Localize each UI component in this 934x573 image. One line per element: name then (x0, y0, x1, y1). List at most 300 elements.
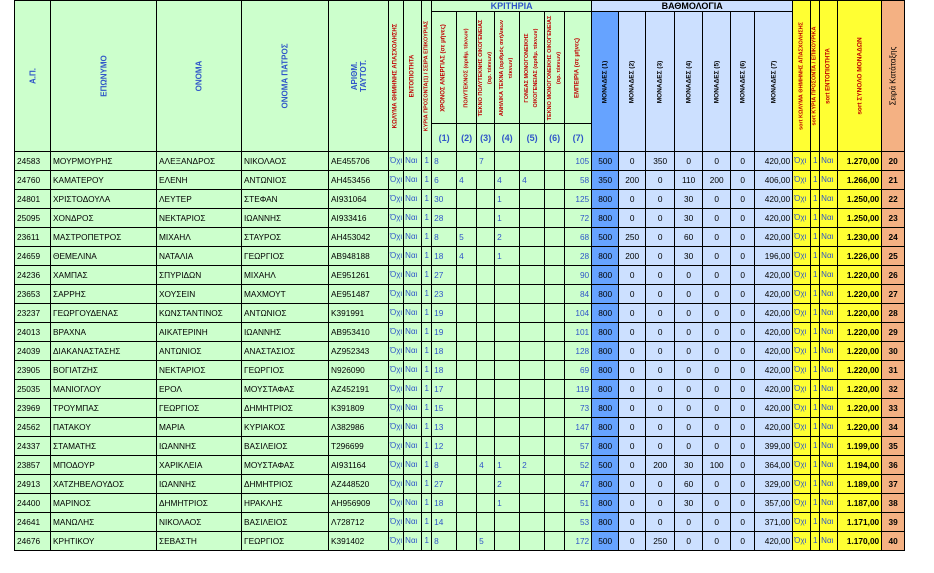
cell-m3: 0 (646, 323, 675, 342)
cell-s-kolyma: Όχι (793, 171, 811, 190)
cell-m2: 200 (619, 247, 646, 266)
cell-m5: 0 (703, 475, 731, 494)
cell-m3: 0 (646, 304, 675, 323)
cell-k4 (495, 323, 520, 342)
cell-m7: 420,00 (755, 209, 793, 228)
cell-seira: 25 (882, 247, 905, 266)
cell-name: ΜΑΡΙΑ (157, 418, 242, 437)
cell-id: ΑΗ956909 (329, 494, 389, 513)
cell-kolyma: Όχι (389, 513, 404, 532)
cell-m2: 0 (619, 266, 646, 285)
cell-ap: 24562 (15, 418, 51, 437)
cell-kyria: 1 (422, 247, 432, 266)
cell-k3 (477, 342, 495, 361)
cell-k3 (477, 304, 495, 323)
header-k2: ΠΟΛΥΤΕΚΝΟΣ (αριθμ. τέκνων) (457, 12, 477, 124)
cell-k6 (545, 209, 565, 228)
cell-father: ΓΕΩΡΓΙΟΣ (242, 361, 329, 380)
cell-surname: ΜΑΝΙΟΓΛΟΥ (51, 380, 157, 399)
header-m5: ΜΟΝΑΔΕΣ (5) (703, 12, 731, 152)
cell-k7: 69 (565, 361, 592, 380)
cell-m7: 420,00 (755, 190, 793, 209)
cell-father: ΜΑΧΜΟΥΤ (242, 285, 329, 304)
cell-ap: 24039 (15, 342, 51, 361)
cell-kolyma: Όχι (389, 532, 404, 551)
cell-s-kyria: 1 (811, 171, 820, 190)
cell-k5 (520, 323, 545, 342)
cell-m5: 0 (703, 209, 731, 228)
cell-m5: 0 (703, 342, 731, 361)
cell-m6: 0 (731, 513, 755, 532)
cell-k1: 12 (432, 437, 457, 456)
cell-kolyma: Όχι (389, 399, 404, 418)
cell-k7: 128 (565, 342, 592, 361)
cell-entopiotita: Ναι (404, 190, 422, 209)
cell-ap: 24676 (15, 532, 51, 551)
cell-m1: 800 (592, 418, 619, 437)
cell-k7: 51 (565, 494, 592, 513)
cell-kolyma: Όχι (389, 228, 404, 247)
cell-surname: ΚΡΗΤΙΚΟΥ (51, 532, 157, 551)
cell-k5 (520, 532, 545, 551)
cell-k5 (520, 418, 545, 437)
cell-m1: 800 (592, 380, 619, 399)
cell-k5 (520, 380, 545, 399)
cell-m1: 800 (592, 285, 619, 304)
cell-k7: 68 (565, 228, 592, 247)
table-row (15, 494, 905, 513)
cell-k2 (457, 399, 477, 418)
cell-k5 (520, 209, 545, 228)
cell-s-entopiotita: Ναι (820, 285, 838, 304)
cell-k4 (495, 399, 520, 418)
cell-entopiotita: Ναι (404, 456, 422, 475)
cell-s-entopiotita: Ναι (820, 266, 838, 285)
cell-ap: 24913 (15, 475, 51, 494)
cell-entopiotita: Ναι (404, 247, 422, 266)
cell-seira: 28 (882, 304, 905, 323)
cell-ap: 23237 (15, 304, 51, 323)
cell-k6 (545, 361, 565, 380)
cell-m1: 800 (592, 190, 619, 209)
cell-s-kyria: 1 (811, 190, 820, 209)
cell-k6 (545, 323, 565, 342)
cell-kolyma: Όχι (389, 266, 404, 285)
cell-m6: 0 (731, 399, 755, 418)
cell-m2: 0 (619, 323, 646, 342)
header-k5: ΓΟΝΕΑΣ ΜΟΝΟΓΟΝΕΙΚΗΣ ΟΙΚΟΓΕΝΕΙΑΣ (αριθμ. τέκνων) (520, 12, 545, 124)
cell-kolyma: Όχι (389, 190, 404, 209)
cell-k3 (477, 209, 495, 228)
cell-id: ΑΙ931164 (329, 456, 389, 475)
cell-k6 (545, 190, 565, 209)
cell-m7: 399,00 (755, 437, 793, 456)
cell-s-entopiotita: Ναι (820, 399, 838, 418)
cell-s-entopiotita: Ναι (820, 437, 838, 456)
cell-s-entopiotita: Ναι (820, 152, 838, 171)
cell-seira: 33 (882, 399, 905, 418)
cell-m6: 0 (731, 285, 755, 304)
cell-s-synolo: 1.220,00 (838, 266, 882, 285)
cell-k3 (477, 380, 495, 399)
cell-m7: 420,00 (755, 532, 793, 551)
cell-s-synolo: 1.199,00 (838, 437, 882, 456)
cell-k1: 8 (432, 532, 457, 551)
cell-k3 (477, 285, 495, 304)
cell-k6 (545, 437, 565, 456)
cell-s-entopiotita: Ναι (820, 475, 838, 494)
cell-kolyma: Όχι (389, 361, 404, 380)
cell-m6: 0 (731, 532, 755, 551)
cell-ap: 24760 (15, 171, 51, 190)
cell-kyria: 1 (422, 513, 432, 532)
header-name: ΟΝΟΜΑ (157, 1, 242, 152)
cell-k1: 8 (432, 228, 457, 247)
cell-entopiotita: Ναι (404, 171, 422, 190)
cell-s-synolo: 1.194,00 (838, 456, 882, 475)
cell-k3 (477, 361, 495, 380)
cell-s-kolyma: Όχι (793, 437, 811, 456)
cell-m1: 800 (592, 399, 619, 418)
cell-k2 (457, 190, 477, 209)
cell-kyria: 1 (422, 475, 432, 494)
cell-k1: 13 (432, 418, 457, 437)
cell-k7: 58 (565, 171, 592, 190)
cell-id: ΑΕ951487 (329, 285, 389, 304)
cell-seira: 23 (882, 209, 905, 228)
cell-s-kyria: 1 (811, 342, 820, 361)
table-row (15, 475, 905, 494)
table-row (15, 266, 905, 285)
cell-entopiotita: Ναι (404, 304, 422, 323)
cell-kyria: 1 (422, 209, 432, 228)
cell-k1: 18 (432, 247, 457, 266)
cell-kolyma: Όχι (389, 380, 404, 399)
cell-id: ΑΒ953410 (329, 323, 389, 342)
cell-ap: 24236 (15, 266, 51, 285)
cell-k7: 125 (565, 190, 592, 209)
cell-s-entopiotita: Ναι (820, 380, 838, 399)
cell-m7: 406,00 (755, 171, 793, 190)
cell-m4: 0 (675, 342, 703, 361)
cell-k5 (520, 513, 545, 532)
cell-s-entopiotita: Ναι (820, 304, 838, 323)
cell-k7: 104 (565, 304, 592, 323)
cell-s-entopiotita: Ναι (820, 418, 838, 437)
cell-id: Κ391809 (329, 399, 389, 418)
cell-s-synolo: 1.220,00 (838, 399, 882, 418)
cell-s-kolyma: Όχι (793, 304, 811, 323)
cell-m4: 0 (675, 285, 703, 304)
cell-s-kolyma: Όχι (793, 228, 811, 247)
cell-s-kolyma: Όχι (793, 342, 811, 361)
cell-k4 (495, 361, 520, 380)
header-sort-kyria: sort ΚΥΡΙΑ ΠΡΟΣΟΝΤΑ / ΕΠΙΚΟΥΡΙΚΑ (811, 1, 820, 152)
cell-k1: 30 (432, 190, 457, 209)
cell-k7: 47 (565, 475, 592, 494)
cell-k2 (457, 209, 477, 228)
cell-m4: 30 (675, 456, 703, 475)
cell-name: ΝΑΤΑΛΙΑ (157, 247, 242, 266)
cell-m2: 0 (619, 437, 646, 456)
cell-seira: 21 (882, 171, 905, 190)
cell-seira: 20 (882, 152, 905, 171)
cell-kolyma: Όχι (389, 342, 404, 361)
cell-k3: 7 (477, 152, 495, 171)
cell-id: ΑΕ951261 (329, 266, 389, 285)
cell-s-entopiotita: Ναι (820, 247, 838, 266)
table-row (15, 285, 905, 304)
cell-s-kyria: 1 (811, 266, 820, 285)
cell-k6 (545, 304, 565, 323)
cell-m6: 0 (731, 247, 755, 266)
cell-ap: 24337 (15, 437, 51, 456)
cell-entopiotita: Ναι (404, 494, 422, 513)
cell-m4: 110 (675, 171, 703, 190)
cell-k7: 172 (565, 532, 592, 551)
cell-k1: 19 (432, 323, 457, 342)
cell-m5: 0 (703, 494, 731, 513)
cell-ap: 24583 (15, 152, 51, 171)
cell-m6: 0 (731, 494, 755, 513)
cell-m6: 0 (731, 418, 755, 437)
cell-entopiotita: Ναι (404, 342, 422, 361)
cell-k7: 57 (565, 437, 592, 456)
header-kritiria: ΚΡΙΤΗΡΙΑ (432, 1, 592, 12)
cell-entopiotita: Ναι (404, 380, 422, 399)
cell-m3: 200 (646, 456, 675, 475)
cell-seira: 27 (882, 285, 905, 304)
cell-name: ΝΙΚΟΛΑΟΣ (157, 513, 242, 532)
cell-s-kolyma: Όχι (793, 361, 811, 380)
cell-s-entopiotita: Ναι (820, 342, 838, 361)
cell-entopiotita: Ναι (404, 285, 422, 304)
cell-s-synolo: 1.230,00 (838, 228, 882, 247)
cell-k6 (545, 247, 565, 266)
cell-surname: ΧΡΙΣΤΟΔΟΥΛΑ (51, 190, 157, 209)
cell-s-kyria: 1 (811, 152, 820, 171)
cell-m2: 250 (619, 228, 646, 247)
cell-s-kyria: 1 (811, 437, 820, 456)
cell-m4: 0 (675, 361, 703, 380)
cell-m4: 60 (675, 228, 703, 247)
cell-k7: 52 (565, 456, 592, 475)
cell-name: ΧΑΡΙΚΛΕΙΑ (157, 456, 242, 475)
cell-s-kolyma: Όχι (793, 152, 811, 171)
header-seira: Σειρά Κατάταξης (882, 1, 905, 152)
cell-s-entopiotita: Ναι (820, 532, 838, 551)
cell-k6 (545, 399, 565, 418)
cell-father: ΔΗΜΗΤΡΙΟΣ (242, 475, 329, 494)
cell-kyria: 1 (422, 323, 432, 342)
cell-m2: 0 (619, 494, 646, 513)
cell-s-entopiotita: Ναι (820, 513, 838, 532)
cell-m7: 371,00 (755, 513, 793, 532)
cell-s-kolyma: Όχι (793, 190, 811, 209)
cell-m5: 0 (703, 304, 731, 323)
cell-name: ΝΕΚΤΑΡΙΟΣ (157, 361, 242, 380)
cell-m4: 30 (675, 209, 703, 228)
cell-k1: 18 (432, 494, 457, 513)
cell-m7: 196,00 (755, 247, 793, 266)
cell-k2 (457, 475, 477, 494)
table-row (15, 152, 905, 171)
cell-k4: 1 (495, 209, 520, 228)
table-row (15, 418, 905, 437)
cell-k6 (545, 532, 565, 551)
table-row (15, 323, 905, 342)
cell-s-entopiotita: Ναι (820, 171, 838, 190)
cell-s-kyria: 1 (811, 513, 820, 532)
cell-seira: 22 (882, 190, 905, 209)
cell-seira: 39 (882, 513, 905, 532)
cell-seira: 26 (882, 266, 905, 285)
cell-k3 (477, 266, 495, 285)
header-m7: ΜΟΝΑΔΕΣ (7) (755, 12, 793, 152)
cell-k4 (495, 304, 520, 323)
table-row (15, 399, 905, 418)
cell-s-entopiotita: Ναι (820, 228, 838, 247)
cell-k1: 14 (432, 513, 457, 532)
cell-k5 (520, 361, 545, 380)
cell-k6 (545, 342, 565, 361)
cell-m7: 420,00 (755, 418, 793, 437)
cell-k2: 5 (457, 228, 477, 247)
cell-m4: 0 (675, 418, 703, 437)
cell-father: ΜΟΥΣΤΑΦΑΣ (242, 456, 329, 475)
cell-s-synolo: 1.220,00 (838, 323, 882, 342)
cell-id: ΑΗ453456 (329, 171, 389, 190)
cell-father: ΑΝΤΩΝΙΟΣ (242, 171, 329, 190)
cell-m3: 0 (646, 171, 675, 190)
cell-name: ΣΕΒΑΣΤΗ (157, 532, 242, 551)
header-kolyma: ΚΩΛΥΜΑ ΘΗΜΗΝΗΣ ΑΠΑΣΧΟΛΗΣΗΣ (389, 1, 404, 152)
cell-m2: 0 (619, 209, 646, 228)
cell-m1: 500 (592, 532, 619, 551)
cell-s-synolo: 1.250,00 (838, 190, 882, 209)
cell-k4 (495, 380, 520, 399)
cell-name: ΔΗΜΗΤΡΙΟΣ (157, 494, 242, 513)
cell-s-synolo: 1.189,00 (838, 475, 882, 494)
cell-m4: 30 (675, 247, 703, 266)
cell-surname: ΜΑΝΩΛΗΣ (51, 513, 157, 532)
cell-surname: ΧΑΤΖΗΒΕΛΟΥΔΟΣ (51, 475, 157, 494)
cell-k3 (477, 418, 495, 437)
cell-kyria: 1 (422, 342, 432, 361)
cell-entopiotita: Ναι (404, 475, 422, 494)
cell-s-kolyma: Όχι (793, 399, 811, 418)
header-entopiotita: ΕΝΤΟΠΙΟΤΗΤΑ (404, 1, 422, 152)
cell-s-synolo: 1.220,00 (838, 285, 882, 304)
header-n6: (6) (545, 124, 565, 152)
cell-father: ΣΤΑΥΡΟΣ (242, 228, 329, 247)
cell-m7: 420,00 (755, 228, 793, 247)
cell-surname: ΜΑΣΤΡΟΠΕΤΡΟΣ (51, 228, 157, 247)
cell-k4: 2 (495, 228, 520, 247)
cell-k4: 2 (495, 475, 520, 494)
cell-k2 (457, 304, 477, 323)
cell-m4: 0 (675, 513, 703, 532)
header-m6: ΜΟΝΑΔΕΣ (6) (731, 12, 755, 152)
header-n3: (3) (477, 124, 495, 152)
cell-kolyma: Όχι (389, 152, 404, 171)
cell-m6: 0 (731, 190, 755, 209)
cell-kolyma: Όχι (389, 456, 404, 475)
cell-name: ΑΝΤΩΝΙΟΣ (157, 342, 242, 361)
cell-m7: 329,00 (755, 475, 793, 494)
cell-m4: 30 (675, 494, 703, 513)
cell-k7: 101 (565, 323, 592, 342)
cell-k5 (520, 190, 545, 209)
cell-s-kyria: 1 (811, 494, 820, 513)
cell-m6: 0 (731, 304, 755, 323)
cell-s-kyria: 1 (811, 380, 820, 399)
cell-kolyma: Όχι (389, 247, 404, 266)
cell-k1: 17 (432, 380, 457, 399)
cell-k1: 18 (432, 361, 457, 380)
cell-m2: 0 (619, 152, 646, 171)
cell-entopiotita: Ναι (404, 399, 422, 418)
cell-name: ΑΙΚΑΤΕΡΙΝΗ (157, 323, 242, 342)
cell-entopiotita: Ναι (404, 532, 422, 551)
cell-m7: 420,00 (755, 399, 793, 418)
cell-name: ΛΕΥΤΕΡ (157, 190, 242, 209)
cell-m1: 800 (592, 266, 619, 285)
cell-kyria: 1 (422, 152, 432, 171)
cell-ap: 25095 (15, 209, 51, 228)
cell-m7: 420,00 (755, 380, 793, 399)
cell-seira: 40 (882, 532, 905, 551)
cell-m3: 350 (646, 152, 675, 171)
table-row (15, 209, 905, 228)
cell-m2: 0 (619, 190, 646, 209)
cell-m7: 357,00 (755, 494, 793, 513)
cell-m4: 0 (675, 323, 703, 342)
cell-ap: 24641 (15, 513, 51, 532)
cell-surname: ΚΑΜΑΤΕΡΟΥ (51, 171, 157, 190)
cell-id: ΑΙ931064 (329, 190, 389, 209)
cell-surname: ΣΤΑΜΑΤΗΣ (51, 437, 157, 456)
cell-k6 (545, 285, 565, 304)
cell-father: ΑΝΤΩΝΙΟΣ (242, 304, 329, 323)
cell-k5 (520, 285, 545, 304)
cell-s-kyria: 1 (811, 304, 820, 323)
cell-id: ΑΖ448520 (329, 475, 389, 494)
cell-father: ΚΥΡΙΑΚΟΣ (242, 418, 329, 437)
cell-m4: 0 (675, 532, 703, 551)
cell-m4: 0 (675, 380, 703, 399)
cell-father: ΔΗΜΗΤΡΙΟΣ (242, 399, 329, 418)
cell-k7: 84 (565, 285, 592, 304)
cell-k5 (520, 152, 545, 171)
cell-s-kolyma: Όχι (793, 513, 811, 532)
cell-m5: 0 (703, 247, 731, 266)
cell-k6 (545, 456, 565, 475)
cell-m2: 0 (619, 475, 646, 494)
cell-k3 (477, 475, 495, 494)
cell-m2: 0 (619, 399, 646, 418)
cell-k2 (457, 437, 477, 456)
header-vathmologia: ΒΑΘΜΟΛΟΓΙΑ (592, 1, 793, 12)
cell-m1: 800 (592, 513, 619, 532)
cell-m1: 800 (592, 323, 619, 342)
cell-k3 (477, 494, 495, 513)
cell-k4 (495, 342, 520, 361)
cell-seira: 35 (882, 437, 905, 456)
cell-m6: 0 (731, 380, 755, 399)
cell-father: ΙΩΑΝΝΗΣ (242, 209, 329, 228)
cell-m7: 420,00 (755, 285, 793, 304)
